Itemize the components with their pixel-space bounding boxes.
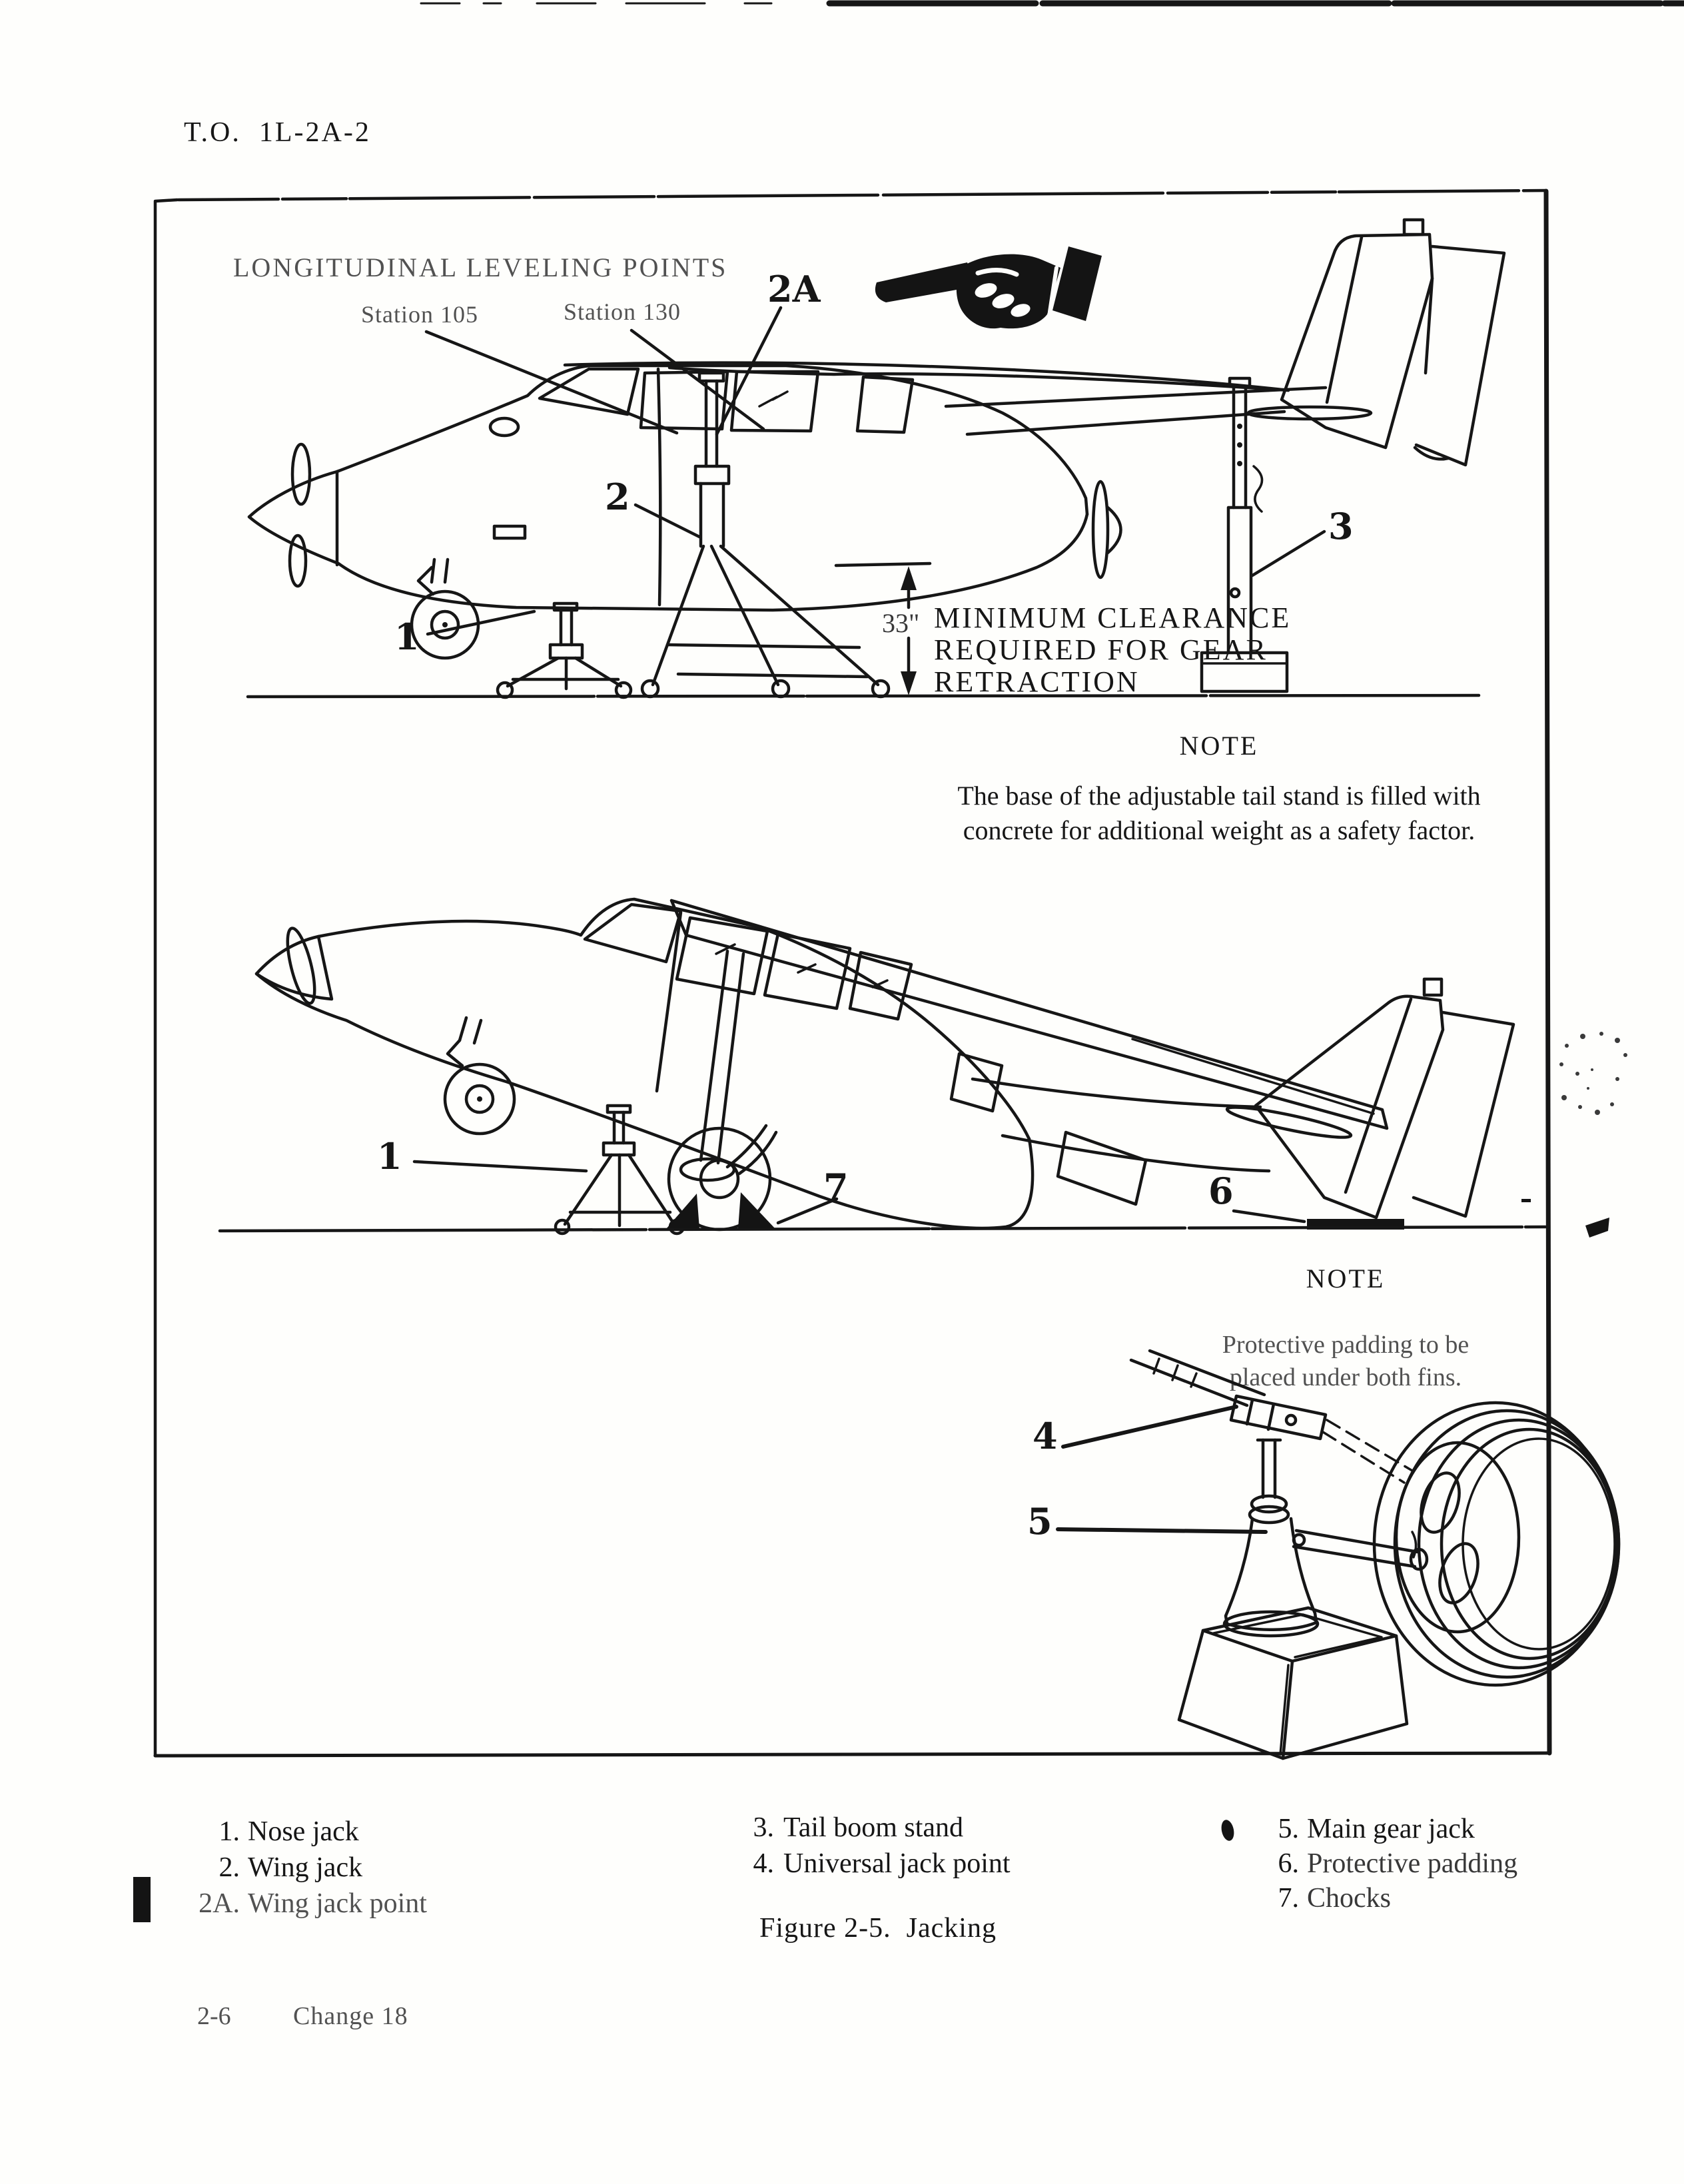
legend-item-label: Chocks (1307, 1883, 1391, 1914)
figure-caption: Figure 2-5. Jacking (759, 1913, 997, 1944)
callout-3: 3 (1328, 505, 1354, 547)
callout-7: 7 (823, 1166, 849, 1208)
footer-change-number: Change 18 (293, 2002, 408, 2030)
note-padding (1172, 1263, 1519, 1395)
note-tail-stand-title: NOTE (1179, 731, 1259, 761)
main-gear-jack-drawing (1179, 1440, 1427, 1758)
note-tail-stand-line-1: The base of the adjustable tail stand is filled with (957, 781, 1481, 811)
ground-line-2 (220, 1227, 1545, 1231)
diagram-heading: LONGITUDINAL LEVELING POINTS (233, 252, 728, 282)
callout-4: 4 (1033, 1415, 1058, 1457)
clearance-line-3: RETRACTION (934, 665, 1140, 698)
legend-item-num: 1. (218, 1816, 240, 1847)
pointing-hand-icon (875, 246, 1102, 328)
callout-1-level: 1 (394, 615, 420, 658)
legend-item-num: 7. (1278, 1883, 1299, 1914)
station-105-label: Station 105 (361, 301, 479, 328)
wing-jack-drawing (642, 373, 889, 697)
aircraft-nose-up-view (256, 899, 1513, 1228)
callout-5: 5 (1027, 1500, 1052, 1543)
legend-item-label: Nose jack (248, 1816, 359, 1847)
figure-border (155, 190, 1549, 1756)
legend-item-label: Wing jack (248, 1852, 363, 1883)
callout-1-noseup: 1 (377, 1135, 402, 1178)
note-tail-stand-line-2: concrete for additional weight as a safety factor. (963, 815, 1475, 845)
change-bar (133, 1877, 151, 1922)
clearance-line-1: MINIMUM CLEARANCE (934, 601, 1292, 634)
note-padding-title: NOTE (1306, 1264, 1386, 1293)
callout-6: 6 (1208, 1170, 1234, 1212)
clearance-value: 33" (882, 608, 920, 638)
station-130-label: Station 130 (564, 298, 681, 325)
legend-item-num: 4. (753, 1848, 774, 1879)
legend-item-num: 6. (1278, 1848, 1299, 1879)
note-padding-line-1: Protective padding to be (1222, 1331, 1470, 1359)
note-tail-stand (859, 730, 1579, 848)
callout-leader-lines-3 (1058, 1407, 1266, 1532)
ground-line-1 (248, 695, 1479, 697)
callout-leader-lines-2 (414, 1162, 1304, 1223)
nose-jack-drawing-1 (498, 603, 631, 697)
legend-item-num: 2A. (199, 1888, 240, 1919)
legend-item-label: Universal jack point (783, 1848, 1011, 1879)
legend-item-label: Protective padding (1307, 1848, 1518, 1879)
note-padding-line-2: placed under both fins. (1229, 1363, 1462, 1392)
callout-2a: 2A (767, 268, 821, 310)
callout-2: 2 (605, 476, 630, 518)
callout-leader-lines-1 (426, 308, 1324, 634)
legend-item-num: 3. (753, 1812, 774, 1843)
ink-smudge-marks (1521, 1032, 1627, 1238)
legend-item-label: Main gear jack (1307, 1814, 1475, 1844)
clearance-line-2: REQUIRED FOR GEAR (934, 633, 1268, 666)
legend-item-num: 2. (218, 1852, 240, 1883)
legend-item-label: Wing jack point (248, 1888, 427, 1919)
legend-item-label: Tail boom stand (783, 1812, 964, 1843)
ink-blot (1220, 1818, 1236, 1842)
legend-item-num: 5. (1278, 1814, 1299, 1844)
wheel-closeup-drawing (1374, 1403, 1619, 1685)
to-number: T.O. 1L-2A-2 (184, 117, 371, 148)
footer-page-number: 2-6 (197, 2002, 231, 2030)
